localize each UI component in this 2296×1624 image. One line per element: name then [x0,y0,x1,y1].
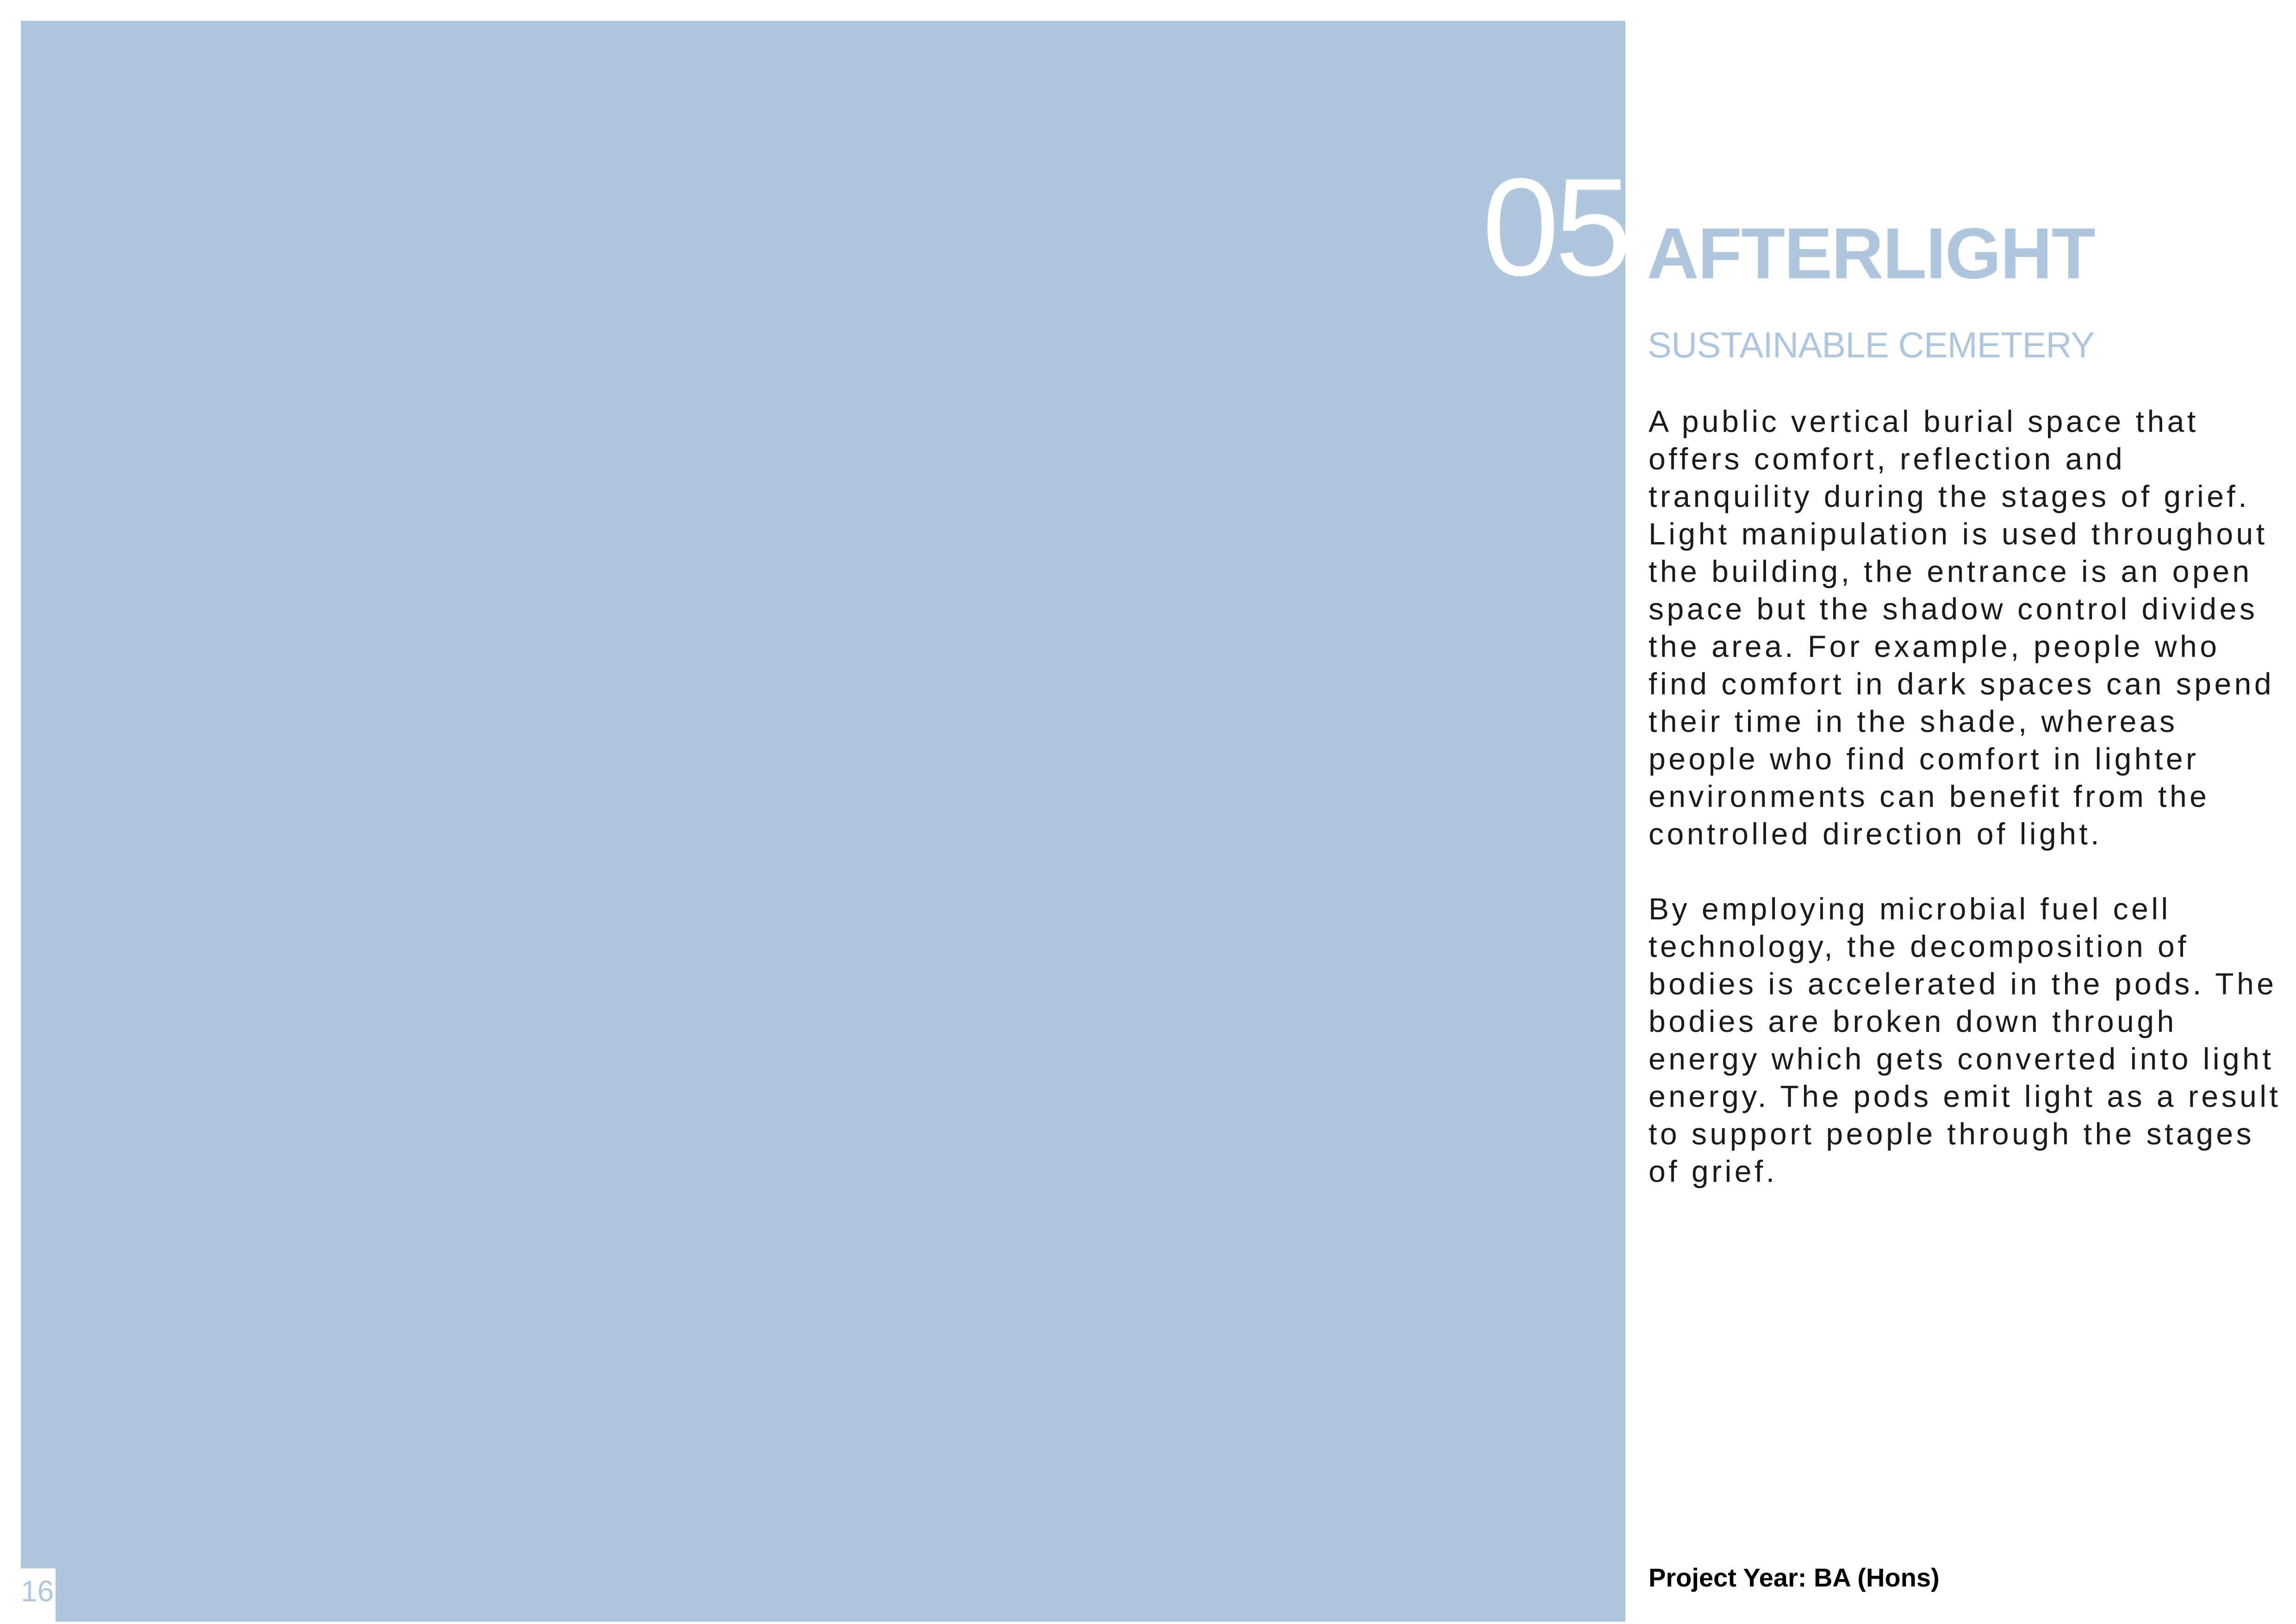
page-number: 16 [21,1574,54,1608]
project-description [1649,403,2292,1228]
image-panel [21,21,1625,1622]
description-paragraph-2: By employing microbial fuel cell technology, the decomposition of bodies is accelerated in the pods. The bodies are broken down through energy which gets converted into light energy. The pods emit light as a result to support people through the stages of grief. [1649,892,2281,1188]
project-subtitle: SUSTAINABLE CEMETERY [1648,325,2095,365]
project-number: 05 [1482,149,1627,305]
project-year: Project Year: BA (Hons) [1649,1563,1940,1592]
project-title: AFTERLIGHT [1647,213,2095,294]
description-paragraph-1: A public vertical burial space that offers comfort, reflection and tranquility during the stages of grief. Light manipulation is used throughout the building, the entrance is an open space but the shadow control divides the area. For example, people who find comfort in dark spaces can spend their time in the shade, whereas people who find comfort in lighter environments can benefit from the controlled direction of light. [1649,404,2275,851]
